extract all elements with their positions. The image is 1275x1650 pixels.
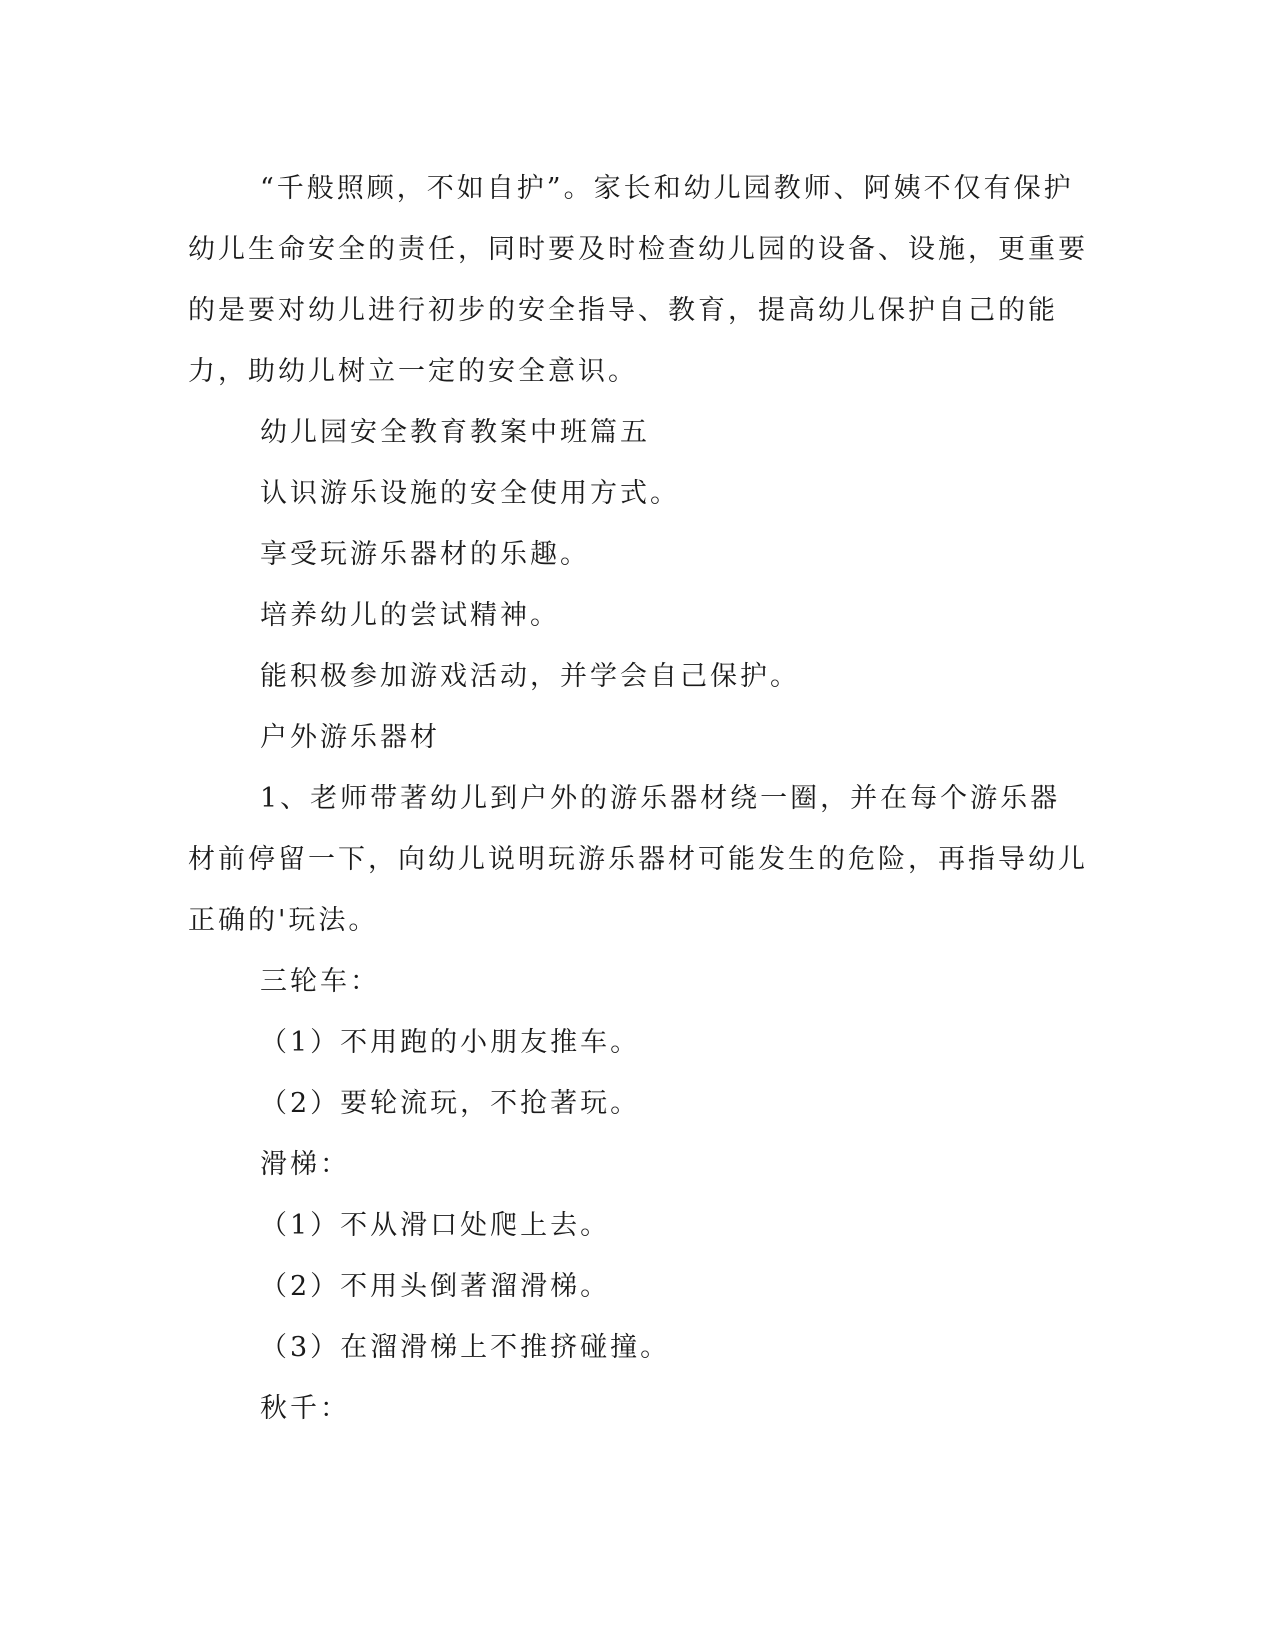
rule-item: （3）在溜滑梯上不推挤碰撞。 [260,1332,671,1363]
equipment-heading: 三轮车： [260,966,380,997]
rule-item: （1）不从滑口处爬上去。 [260,1210,611,1241]
rule-item: （2）不用头倒著溜滑梯。 [260,1271,611,1302]
equipment-heading: 秋千： [260,1393,350,1424]
goal-item: 能积极参加游戏活动，并学会自己保护。 [260,661,800,692]
rule-item: （2）要轮流玩，不抢著玩。 [260,1088,641,1119]
paragraph-intro: “千般照顾，不如自护”。家长和幼儿园教师、阿姨不仅有保护幼儿生命安全的责任，同时要及时检查幼儿园的设备、设施，更重要的是要对幼儿进行初步的安全指导、教育，提高幼儿保护自己的能力，助幼儿树立一定的安全意识。 [188,173,1088,387]
goal-item: 培养幼儿的尝试精神。 [260,600,560,631]
section-heading: 幼儿园安全教育教案中班篇五 [260,417,650,448]
goal-item: 享受玩游乐器材的乐趣。 [260,539,590,570]
goal-item: 认识游乐设施的安全使用方式。 [260,478,680,509]
rule-item: （1）不用跑的小朋友推车。 [260,1027,641,1058]
procedure-step: 1、老师带著幼儿到户外的游乐器材绕一圈，并在每个游乐器材前停留一下，向幼儿说明玩游乐器材可能发生的危险，再指导幼儿正确的'玩法。 [188,783,1088,936]
document-body [188,158,1088,1439]
equipment-heading: 滑梯： [260,1149,350,1180]
materials-line: 户外游乐器材 [260,722,440,753]
